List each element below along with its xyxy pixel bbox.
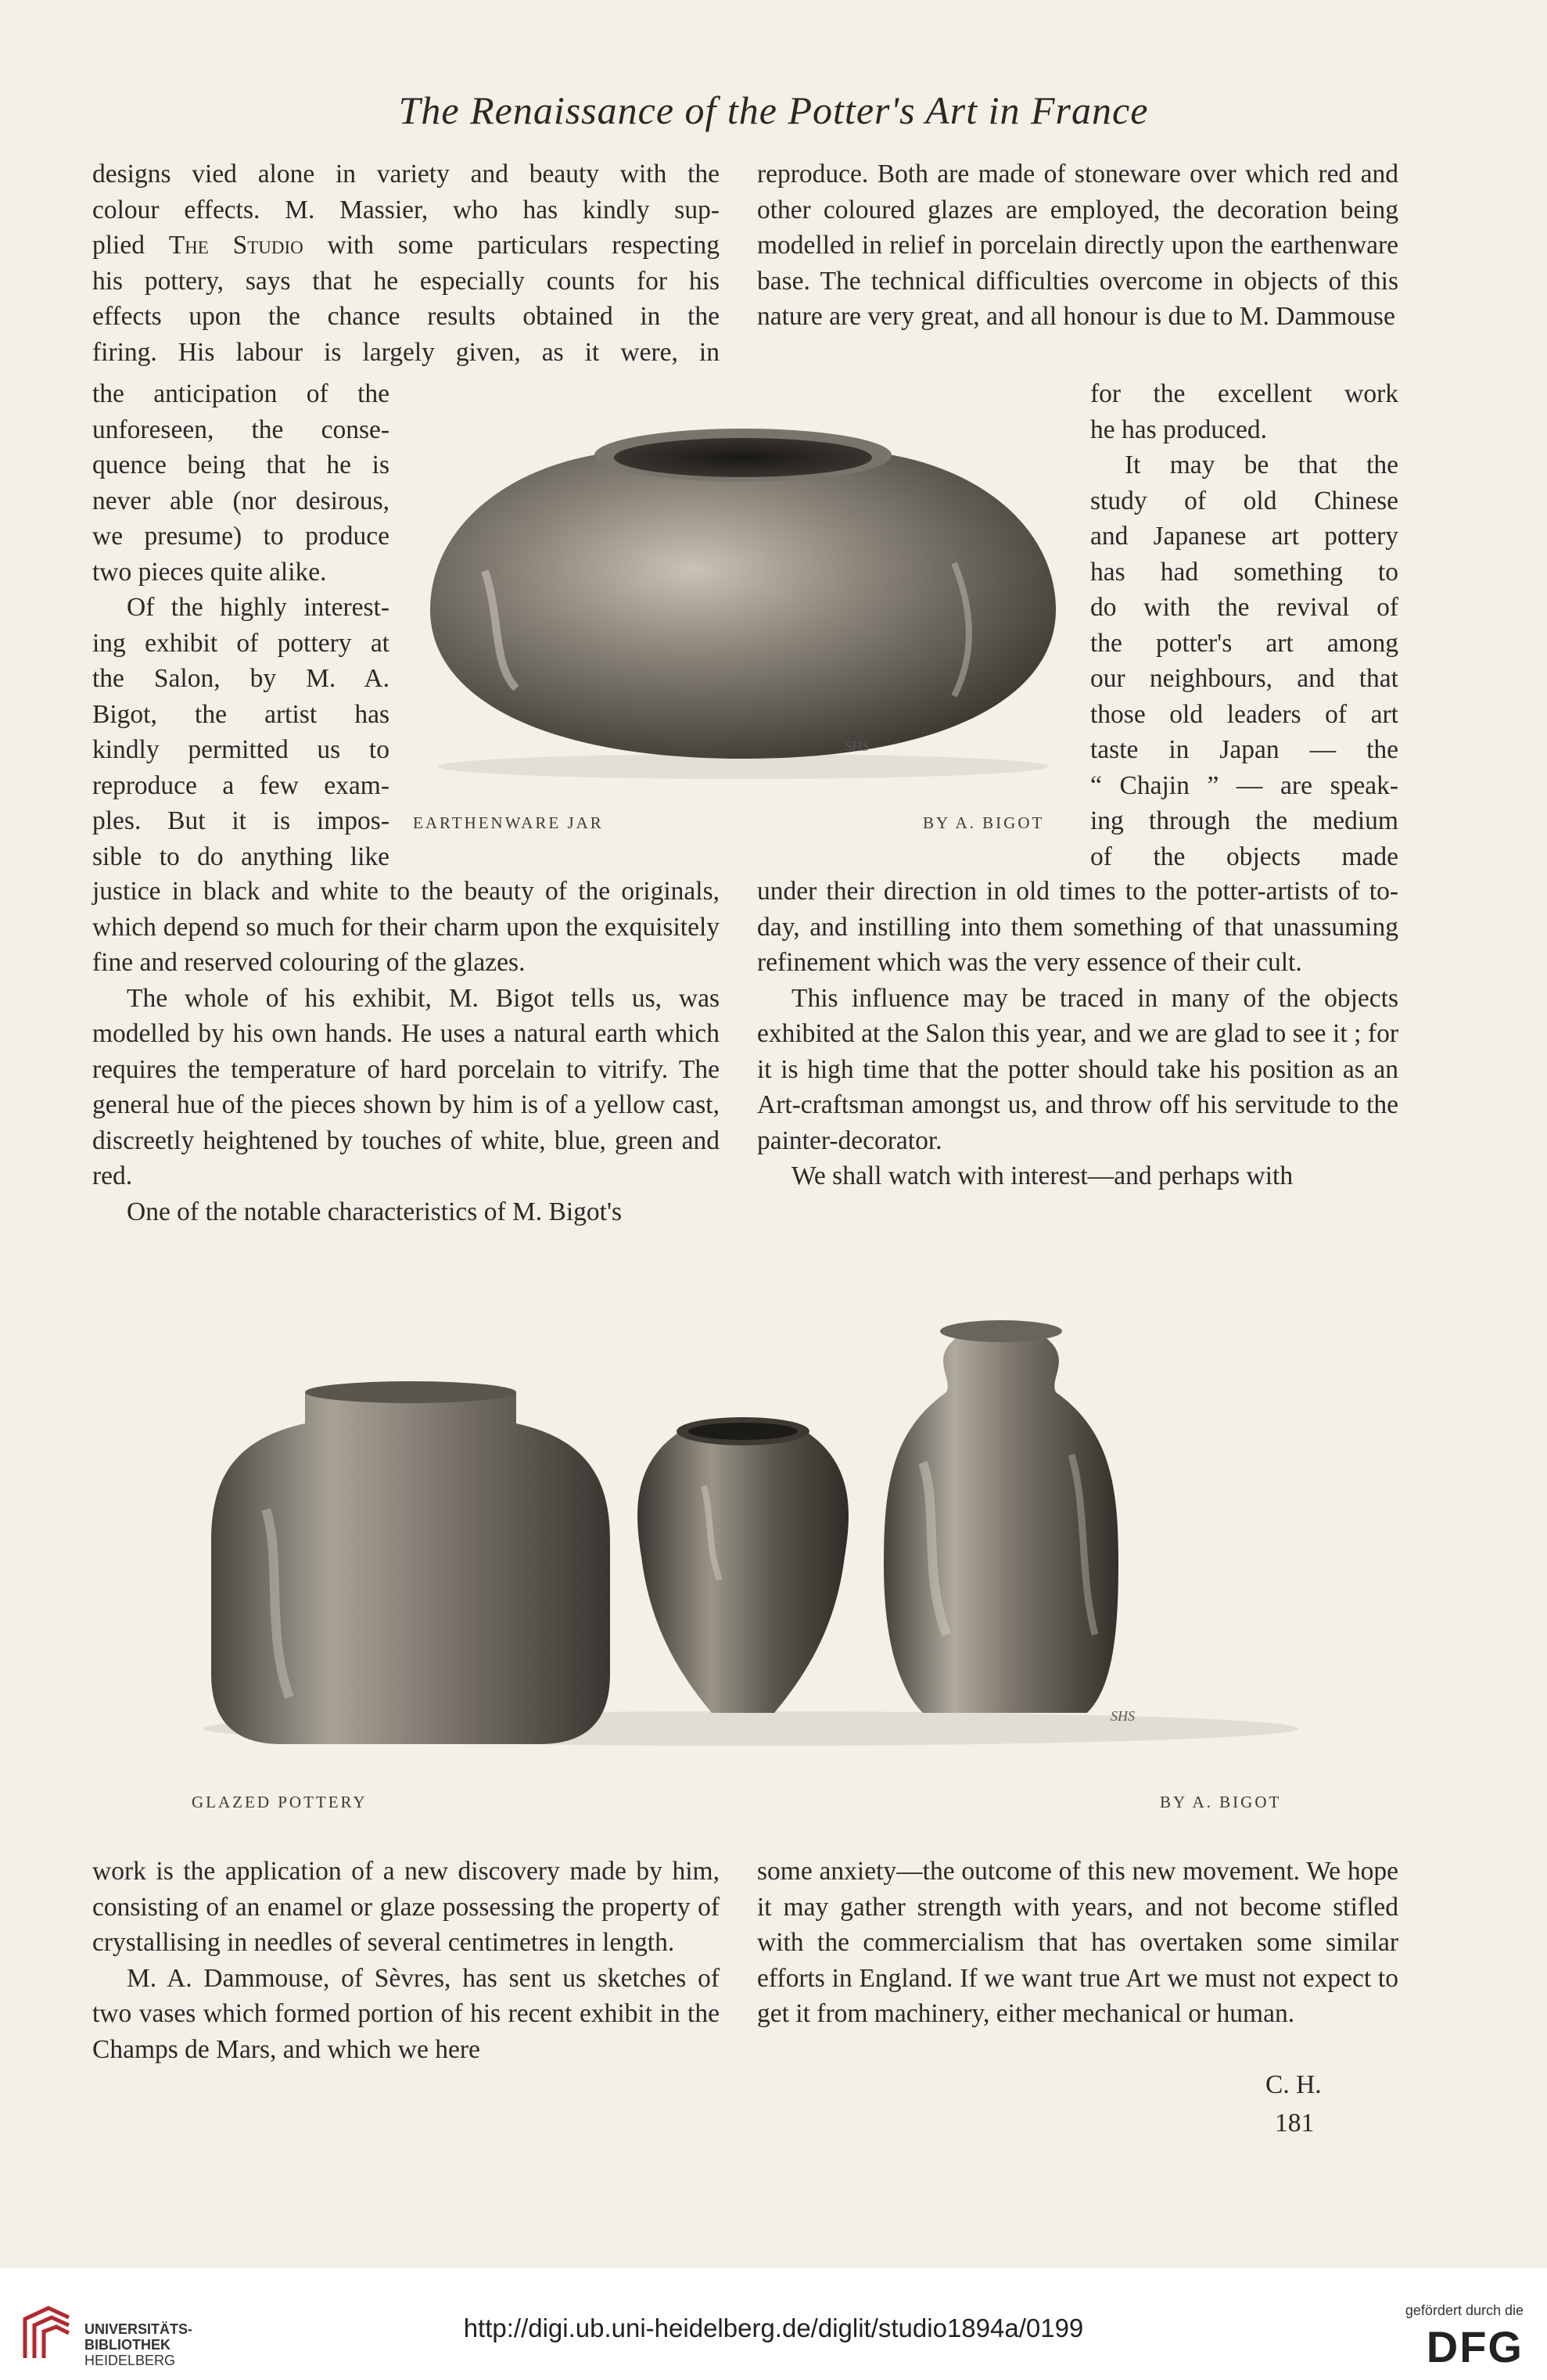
figure-credit: BY A. BIGOT [923,813,1045,832]
text-line: we presume) to produce [92,522,389,551]
text-line: ples. But it is impos- [92,806,389,835]
right-column-top [757,156,1398,335]
text-line: “ Chajin ” — are speak- [1090,770,1398,800]
paragraph: We shall watch with interest—and perhaps with [791,1161,1294,1190]
text-line: sible to do anything like [92,842,389,871]
figure-caption: GLAZED POTTERY [192,1793,368,1811]
text-line: for the excellent work [1090,379,1398,408]
text-line: taste in Japan — the [1090,735,1398,764]
text-line: and Japanese art pottery [1090,522,1398,551]
paragraph: This influence may be traced in many of the objects exhibited at the Salon this year, and we are glad to see it ; for it is high time that the potter should take his position as an Art-craftsman amongst us, and throw off his servitude to the painter-decorator. [757,983,1398,1155]
text-line: Bigot, the artist has [92,699,389,729]
earthenware-jar-illustration [407,415,1071,790]
paragraph: under their direction in old times to the potter-artists of to-day, and instilling into them something of that unassuming refinement which was the very essence of their cult. [757,877,1398,977]
text-line: our neighbours, and that [1090,664,1398,693]
figure-caption: EARTHENWARE JAR [413,813,604,832]
paragraph: reproduce. Both are made of stoneware over which red and other coloured glazes are employed, the decoration being modelled in relief in porcelain directly upon the earthenware base. The technical difficulties overcome in objects of this nature are very great, and all honour is due to M. Dammouse [757,160,1398,331]
text-line: effects upon the chance results obtained in the [92,302,720,331]
text-line: the potter's art among [1090,628,1398,658]
text-line: firing. His labour is largely given, as it were, in [92,337,720,367]
text-line: plied The Studio with some particulars respecting [92,231,720,260]
text-line: has had something to [1090,557,1398,587]
bottom-right-column [757,1854,1398,2032]
text-line: quence being that he is [92,451,389,479]
dfg-logo: DFG [1426,2322,1524,2371]
bottom-left-column [92,1854,720,2067]
text-line: kindly permitted us to [92,735,389,764]
text-line: reproduce a few exam- [92,770,389,800]
text-line: It may be that the [1125,451,1398,479]
text-line: those old leaders of art [1090,699,1398,729]
figure-credit: BY A. BIGOT [1160,1793,1282,1811]
text-line: the Salon, by M. A. [92,664,389,693]
text-line: the anticipation of the [92,379,389,408]
signature: C. H. [1265,2070,1322,2099]
text-line: he has produced. [1090,415,1268,444]
text-line: study of old Chinese [1090,486,1398,515]
right-column-narrow [1090,376,1398,874]
text-line: two pieces quite alike. [92,557,327,587]
left-column-top [92,156,720,370]
monogram: SHS [845,738,869,754]
text-line: ing through the medium [1090,806,1398,835]
text-line: ing exhibit of pottery at [92,628,389,658]
text-line: his pottery, says that he especially counts for his [92,266,720,296]
magazine-name: The Studio [168,231,303,260]
text-line: do with the revival of [1090,593,1398,622]
monogram: SHS [1111,1708,1135,1724]
funding-note: gefördert durch die [1405,2303,1524,2318]
glazed-pottery-illustration [172,1306,1298,1760]
text-line: colour effects. M. Massier, who has kindly sup- [92,195,720,224]
source-url[interactable]: http://digi.ub.uni-heidelberg.de/diglit/studio1894a/0199 [463,2314,1084,2342]
library-name: UNIVERSITÄTS- BIBLIOTHEK HEIDELBERG [84,2321,193,2368]
paragraph: M. A. Dammouse, of Sèvres, has sent us sketches of two vases which formed portion of his recent exhibit in the Champs de Mars, and which we here [92,1963,720,2064]
paragraph: justice in black and white to the beauty of the originals, which depend so much for their charm upon the exquisitely fine and reserved colouring of the glazes. [92,877,720,977]
paragraph: The whole of his exhibit, M. Bigot tells us, was modelled by his own hands. He uses a natural earth which requires the temperature of hard porcelain to vitrify. The general hue of the pieces shown by him is of a yellow cast, discreetly heightened by touches of white, blue, green and red. [92,983,720,1190]
left-column-narrow [92,376,389,874]
right-column-body [757,874,1398,1194]
glazed-pottery-figure [172,1306,1298,1760]
text-line: Of the highly interest- [127,593,389,622]
text-line: unforeseen, the conse- [92,415,389,444]
paragraph: One of the notable characteristics of M. Bigot's [127,1197,623,1226]
paragraph: some anxiety—the outcome of this new movement. We hope it may gather strength with years, and not become stifled with the commercialism that has overtaken some similar efforts in England. If we want true Art we must not expect to get it from machinery, either mechanical or human. [757,1857,1398,2028]
running-title: The Renaissance of the Potter's Art in France [398,88,1149,132]
text-line: never able (nor desirous, [92,486,389,515]
text-line: of the objects made [1090,842,1398,871]
page-number: 181 [1275,2109,1315,2138]
paragraph: work is the application of a new discovery made by him, consisting of an enamel or glaze possessing the property of crystallising in needles of several centimetres in length. [92,1857,720,1957]
earthenware-jar-figure [407,415,1071,790]
text-line: designs vied alone in variety and beauty with the [92,160,720,188]
left-column-body [92,874,720,1229]
